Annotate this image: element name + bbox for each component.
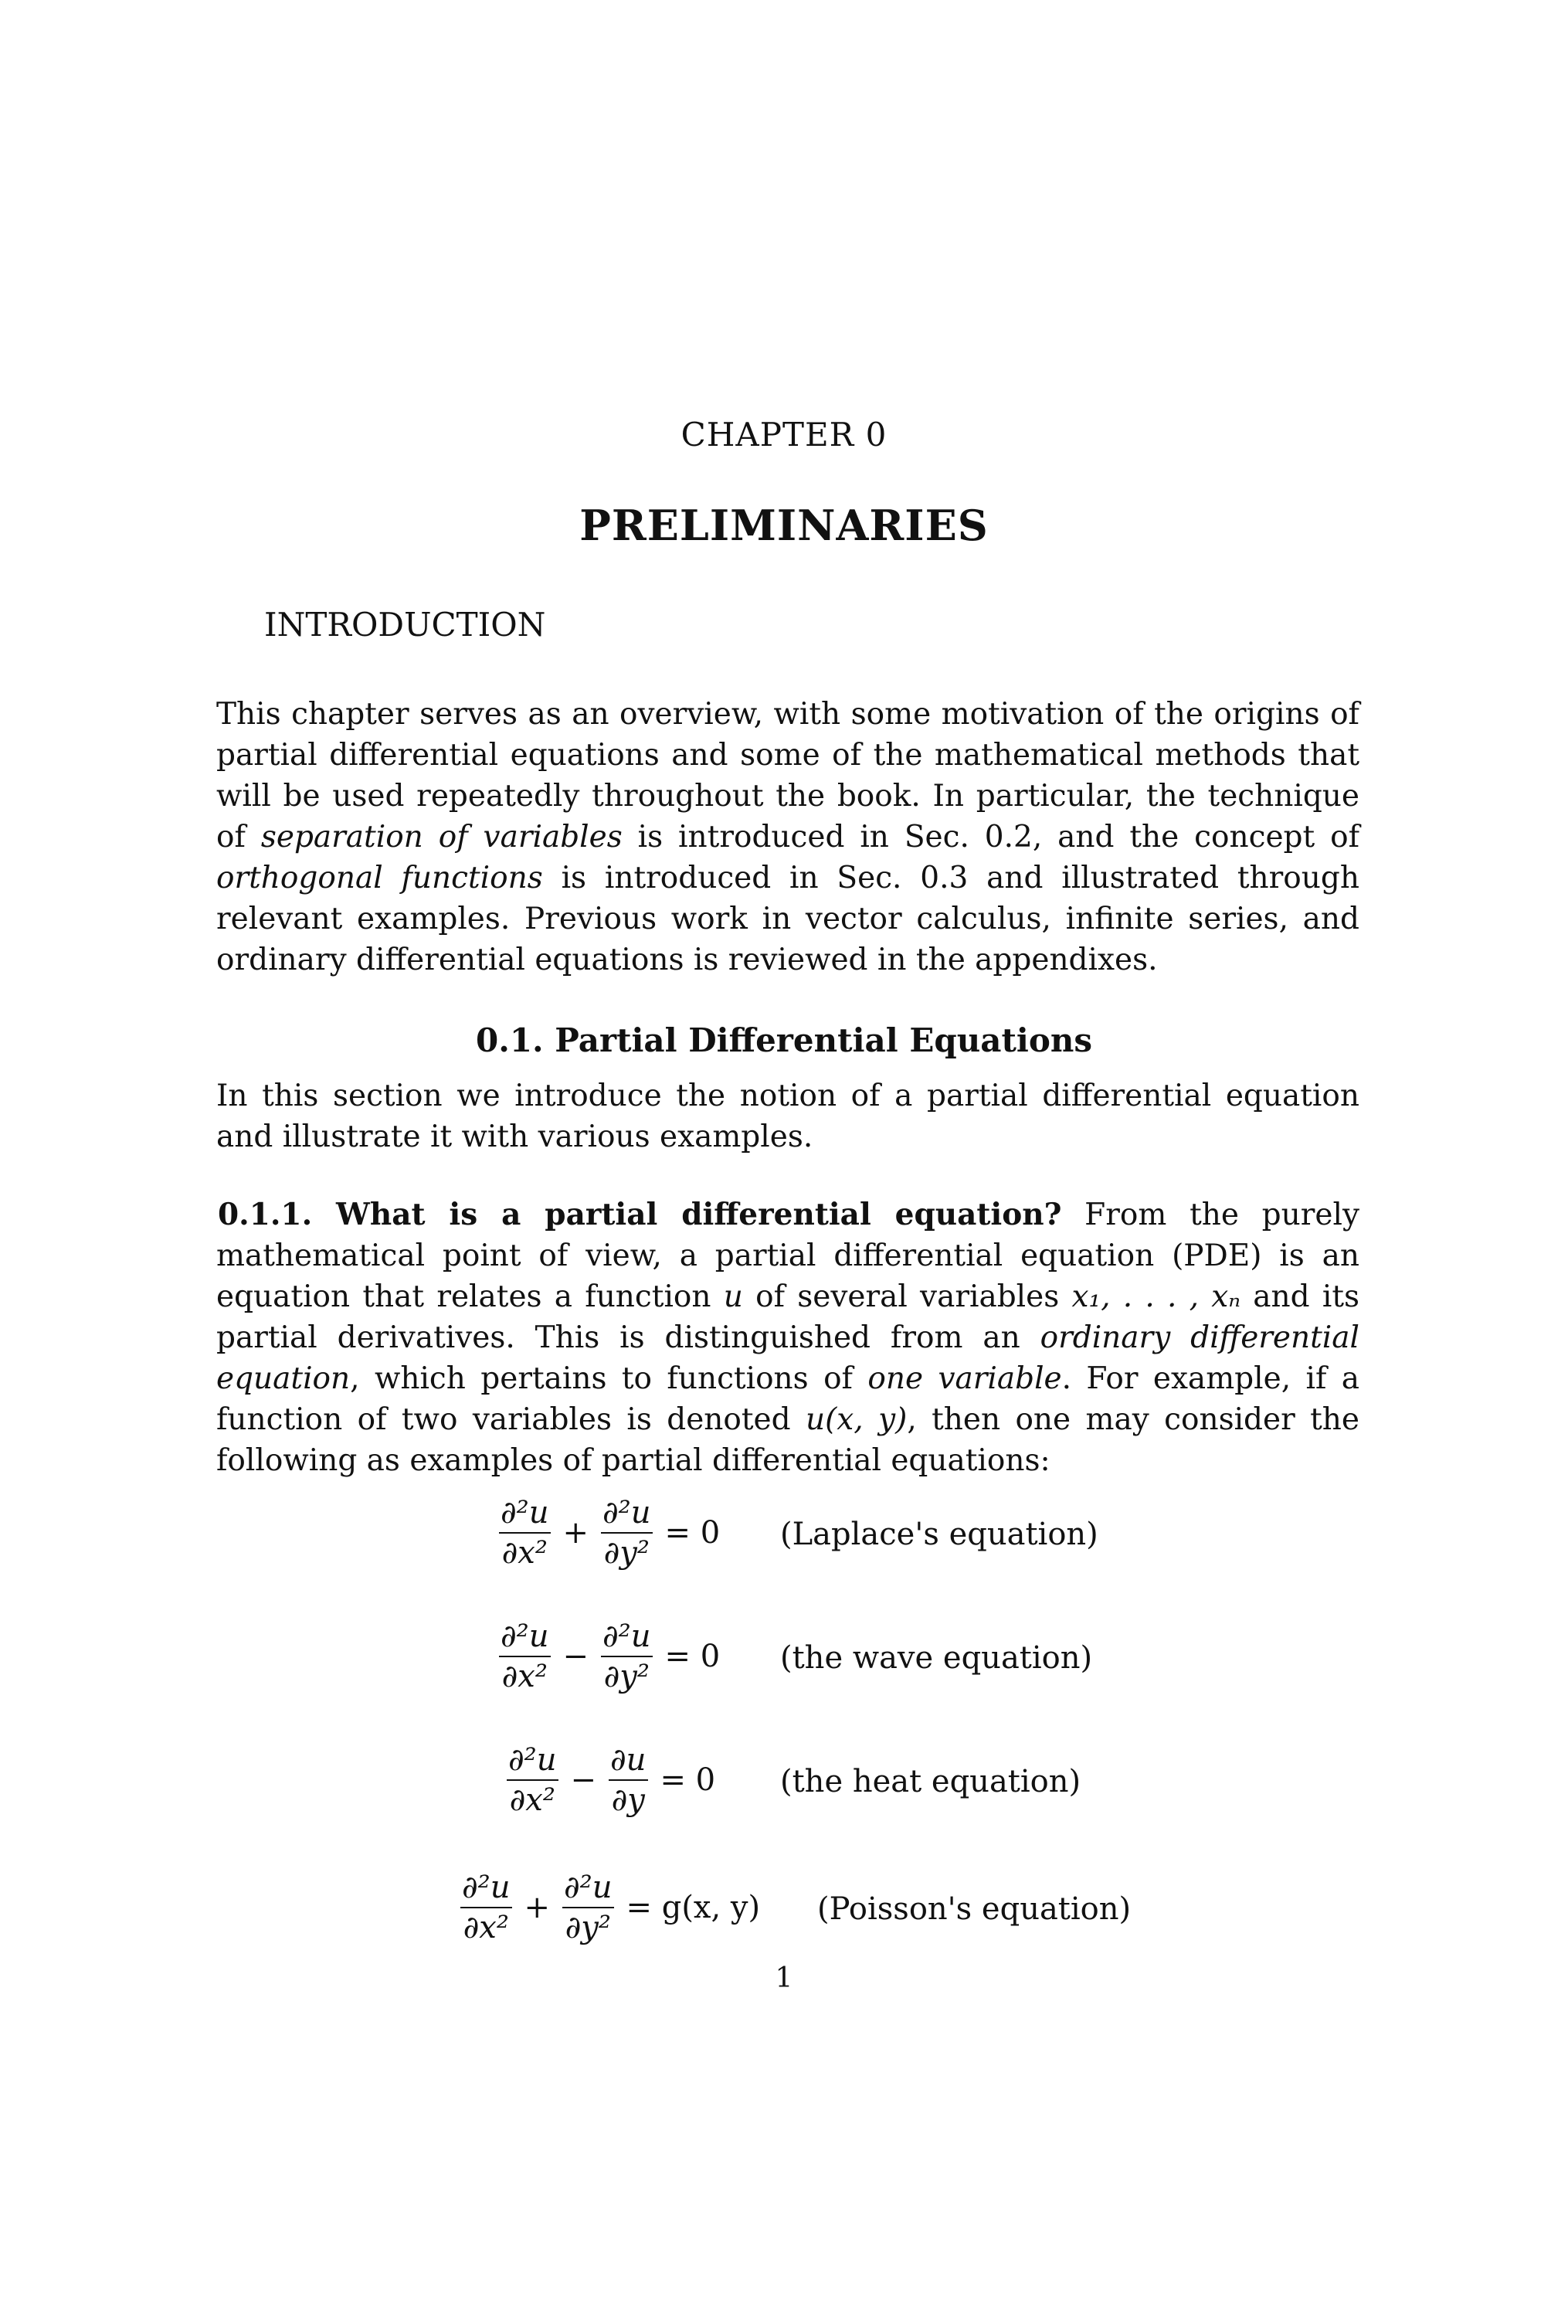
subsection-text-2: of several variables (742, 1279, 1072, 1314)
equation-rhs: = g(x, y) (626, 1890, 761, 1925)
equation-laplace (494, 1495, 728, 1571)
equation-rhs: = 0 (664, 1515, 721, 1551)
intro-emphasis-separation: separation of variables (260, 820, 623, 855)
intro-emphasis-orthogonal: orthogonal functions (216, 861, 543, 895)
equation-label-wave: (the wave equation) (780, 1640, 1093, 1676)
fraction (607, 1742, 649, 1818)
subsection-text-3: and its partial derivatives. This is distinguished from an (216, 1279, 1360, 1355)
denominator: ∂y (609, 1779, 648, 1818)
subsection-paragraph (216, 1194, 1359, 1481)
numerator: ∂²u (508, 1742, 557, 1778)
var-u: u (723, 1279, 743, 1314)
introduction-paragraph (216, 694, 1359, 980)
fraction (497, 1495, 552, 1571)
denominator: ∂y² (601, 1532, 653, 1571)
denominator: ∂x² (460, 1907, 512, 1945)
numerator: ∂²u (602, 1619, 651, 1654)
equation-heat (502, 1742, 723, 1818)
intro-text-2: is introduced in Sec. 0.2, and the concept of (622, 820, 1360, 855)
subsection-text-4: , which pertains to functions of (350, 1361, 868, 1396)
numerator: ∂²u (602, 1495, 651, 1531)
subsection-emphasis-ode: ordinary differential equation (216, 1320, 1359, 1396)
fraction (459, 1870, 513, 1945)
page-number: 1 (775, 1962, 793, 1994)
operator: + (524, 1890, 550, 1925)
numerator: ∂²u (501, 1619, 549, 1654)
equation-rhs: = 0 (660, 1762, 716, 1798)
operator: − (562, 1639, 589, 1674)
denominator: ∂x² (499, 1532, 551, 1571)
fraction (599, 1619, 653, 1694)
intro-text-1: This chapter serves as an overview, with some motivation of the origins of partial differential equations and some of the mathematical methods that will be used repeatedly throughout the book. In particular, the technique of (216, 697, 1359, 855)
chapter-label: CHAPTER 0 (680, 416, 888, 454)
intro-text-3: is introduced in Sec. 0.3 and illustrated through relevant examples. Previous work in vector calculus, infinite series, and ordinary differential equations is reviewed in the appendixes. (216, 861, 1359, 977)
subsection-emphasis-one-variable: one variable (867, 1361, 1062, 1396)
equation-label-poisson: (Poisson's equation) (817, 1891, 1132, 1927)
denominator: ∂y² (601, 1656, 653, 1694)
numerator: ∂²u (462, 1870, 511, 1905)
section-heading: 0.1. Partial Differential Equations (475, 1021, 1093, 1059)
operator: + (562, 1515, 589, 1551)
denominator: ∂y² (562, 1907, 614, 1945)
subsection-heading: 0.1.1. What is a partial differential equation? (218, 1197, 1062, 1232)
equation-poisson (456, 1870, 768, 1945)
equation-label-laplace: (Laplace's equation) (780, 1517, 1098, 1552)
operator: − (570, 1762, 596, 1798)
fraction (505, 1742, 559, 1818)
subsection-text-5: . For example, if a function of two variables is denoted (216, 1361, 1360, 1437)
numerator: ∂²u (501, 1495, 549, 1531)
subsection-text-1: From the purely mathematical point of view, a partial differential equation (PDE) is an equation that relates a function (216, 1198, 1359, 1314)
subsection-text-6: , then one may consider the following as examples of partial differential equations: (216, 1402, 1359, 1478)
fraction (497, 1619, 552, 1694)
function-u-xy: u(x, y) (805, 1402, 908, 1437)
introduction-heading: INTRODUCTION (264, 606, 546, 644)
fraction (599, 1495, 653, 1571)
equation-wave (494, 1619, 728, 1694)
numerator: ∂u (610, 1742, 647, 1778)
denominator: ∂x² (507, 1779, 558, 1818)
numerator: ∂²u (564, 1870, 613, 1905)
vars-x: x₁, . . . , xₙ (1071, 1279, 1241, 1314)
section-intro-paragraph: In this section we introduce the notion of a partial differential equation and illustrate it with various examples. (216, 1079, 1359, 1154)
equation-rhs: = 0 (664, 1639, 721, 1674)
fraction (561, 1870, 615, 1945)
chapter-title: PRELIMINARIES (579, 501, 989, 550)
denominator: ∂x² (499, 1656, 551, 1694)
equation-label-heat: (the heat equation) (780, 1764, 1081, 1799)
